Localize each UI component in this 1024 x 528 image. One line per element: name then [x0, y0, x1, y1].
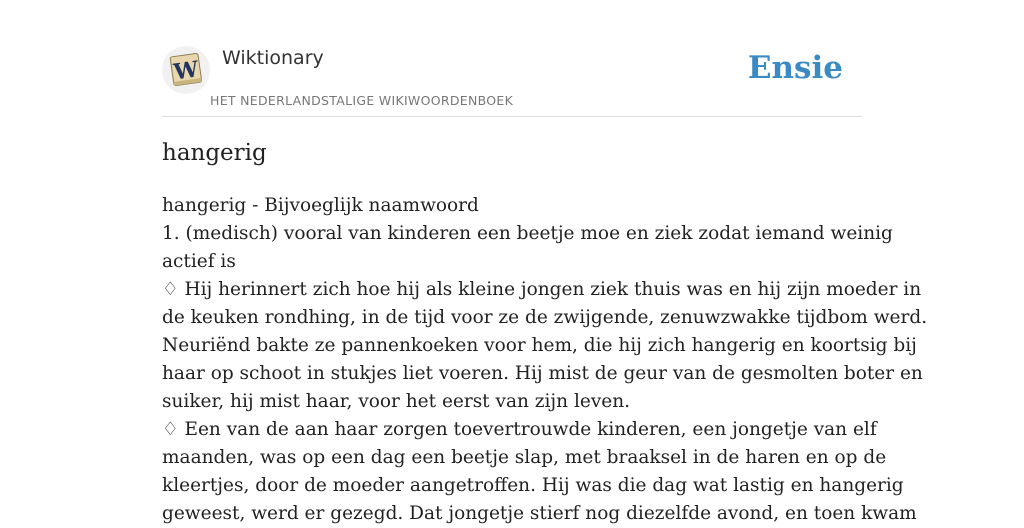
svg-text:W: W	[172, 56, 201, 86]
example-line: haar op schoot in stukjes liet voeren. Hij mist de geur van de gesmolten boter en	[162, 363, 923, 384]
site-subtitle: HET NEDERLANDSTALIGE WIKIWOORDENBOEK	[210, 93, 514, 108]
example-line: kleertjes, door de moeder aangetroffen. Hij was die dag wat lastig en hangerig	[162, 475, 904, 496]
entry-word-type: hangerig - Bijvoeglijk naamwoord	[162, 195, 479, 216]
site-title[interactable]: Wiktionary	[222, 47, 324, 69]
example-line: geweest, werd er gezegd. Dat jongetje stierf nog diezelfde avond, en toen kwam	[162, 503, 917, 524]
wiktionary-logo-icon[interactable]	[162, 46, 210, 94]
example-line: ♢ Hij herinnert zich hoe hij als kleine jongen ziek thuis was en hij zijn moeder in	[162, 279, 922, 300]
example-line: de keuken rondhing, in de tijd voor ze de zwijgende, zenuwzwakke tijdbom werd.	[162, 307, 928, 328]
definition-line: actief is	[162, 251, 236, 272]
ensie-brand-link[interactable]: Ensie	[747, 50, 843, 86]
example-line: suiker, hij mist haar, voor het eerst van zijn leven.	[162, 391, 631, 412]
definition-line: 1. (medisch) vooral van kinderen een beetje moe en ziek zodat iemand weinig	[162, 223, 893, 244]
entry-content	[162, 192, 928, 528]
page-title: hangerig	[162, 140, 267, 166]
example-line: ♢ Een van de aan haar zorgen toevertrouwde kinderen, een jongetje van elf	[162, 419, 877, 440]
example-line: Neuriënd bakte ze pannenkoeken voor hem, die hij zich hangerig en koortsig bij	[162, 335, 917, 356]
site-header	[162, 46, 862, 117]
example-line: maanden, was op een dag een beetje slap, met braaksel in de haren en op de	[162, 447, 887, 468]
